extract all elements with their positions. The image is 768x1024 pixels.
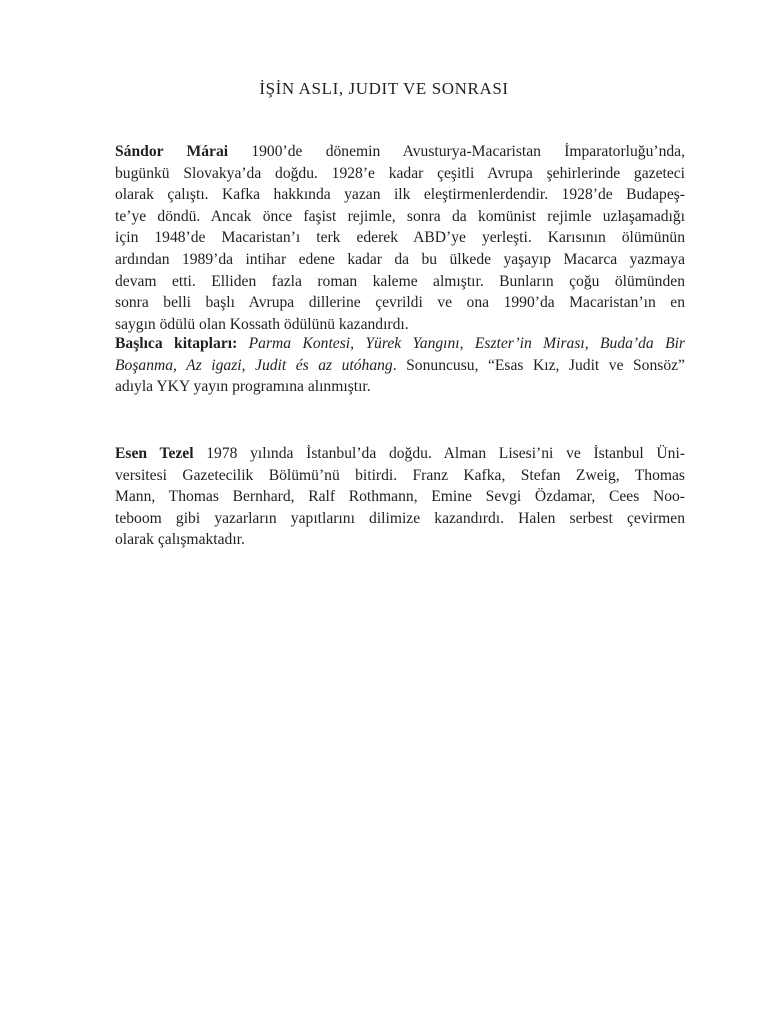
book-titles: Parma Kontesi, Yürek Yangını, Eszter’in Mirası, Buda’da Bir — [237, 335, 685, 352]
books-line: adıyla YKY yayın programına alınmıştır. — [115, 378, 371, 396]
translator-bio-tezel — [115, 443, 685, 551]
author-name: Sándor Márai — [115, 143, 229, 160]
translator-name: Esen Tezel — [115, 445, 194, 462]
bio-text: 1978 yılında İstanbul’da doğdu. Alman Lisesi’ni ve İstanbul Üni- — [193, 445, 685, 462]
books-text: . Sonuncusu, “Esas Kız, Judit ve Sonsöz” — [392, 356, 685, 374]
bio-line: Mann, Thomas Bernhard, Ralf Rothmann, Emine Sevgi Özdamar, Cees Noo- — [115, 488, 685, 506]
major-works — [115, 333, 685, 398]
bio-line: versitesi Gazetecilik Bölümü’nü bitirdi. Franz Kafka, Stefan Zweig, Thomas — [115, 466, 685, 484]
books-label: Başlıca kitapları: — [115, 335, 238, 352]
bio-line: ardından 1989’da intihar edene kadar da bu ülkede yaşayıp Macarca yazmaya — [115, 250, 685, 268]
bio-line: te’ye döndü. Ancak önce faşist rejimle, sonra da komünist rejimle uzlaşamadığı — [115, 207, 685, 225]
book-titles: Boşanma, Az igazi, Judit és az utóhang — [115, 356, 393, 374]
bio-line: devam etti. Elliden fazla roman kaleme almıştır. Bunların çoğu ölümünden — [115, 272, 685, 290]
page-title: İŞİN ASLI, JUDIT VE SONRASI — [259, 79, 509, 98]
books-line — [115, 333, 685, 355]
bio-line: için 1948’de Macaristan’ı terk ederek ABD’ye yerleşti. Karısının ölümünün — [115, 229, 685, 247]
bio-line: sonra belli başlı Avrupa dillerine çevrildi ve ona 1990’da Macaristan’ın en — [115, 294, 685, 312]
bio-line: saygın ödülü olan Kossath ödülünü kazandırdı. — [115, 315, 409, 333]
bio-line: teboom gibi yazarların yapıtlarını dilimize kazandırdı. Halen serbest çevirmen — [115, 509, 685, 527]
bio-line: bugünkü Slovakya’da doğdu. 1928’e kadar çeşitli Avrupa şehirlerinde gazeteci — [115, 164, 685, 182]
bio-line — [115, 141, 685, 163]
bio-line: olarak çalışmaktadır. — [115, 531, 245, 549]
bio-line: olarak çalıştı. Kafka hakkında yazan ilk eleştirmenlerdendir. 1928’de Budapeş- — [115, 186, 685, 204]
bio-text: 1900’de dönemin Avusturya-Macaristan İmparatorluğu’nda, — [228, 143, 685, 160]
books-line — [115, 355, 685, 377]
author-bio-marai — [115, 141, 685, 335]
bio-line — [115, 443, 685, 465]
